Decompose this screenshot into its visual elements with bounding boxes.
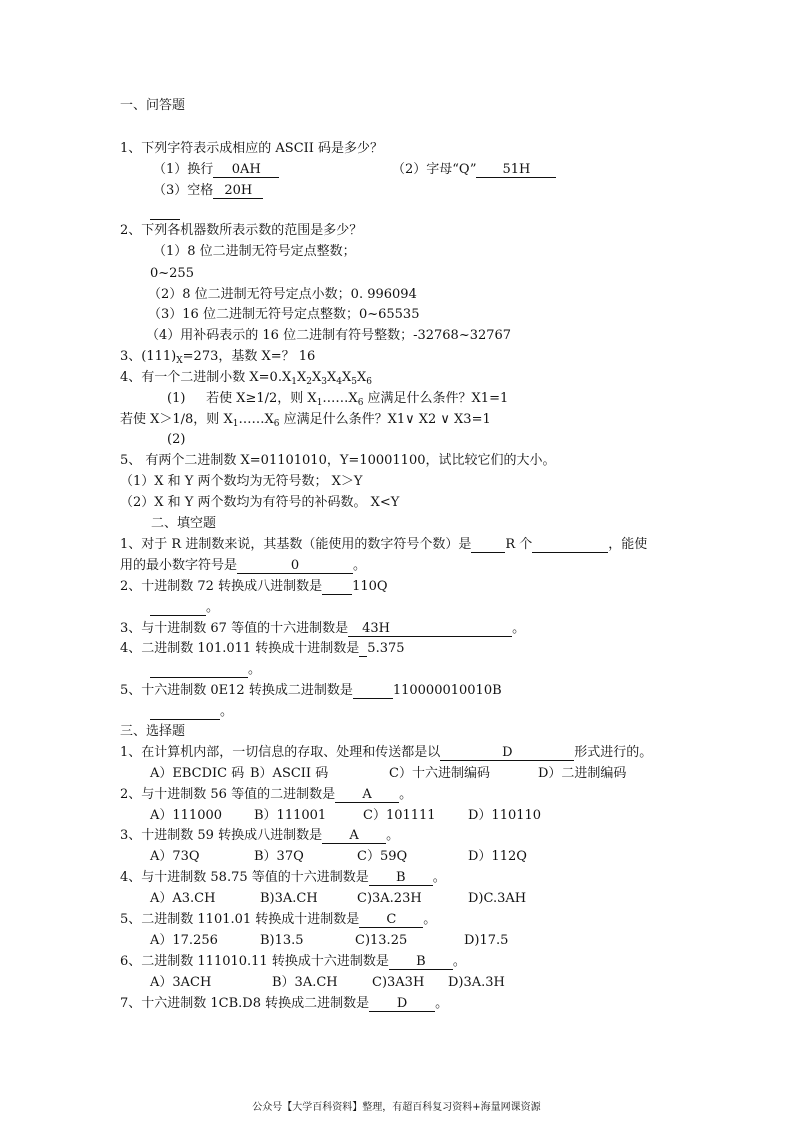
q3-6-option-c: C)3A3H (372, 975, 425, 990)
q1-4-prefix: 4、有一个二进制小数 X=0.X (120, 370, 292, 385)
q1-1-blank-line (150, 204, 180, 220)
q2-1-r-count: R 个 (505, 537, 533, 552)
q3-5-text (120, 912, 436, 928)
q1-2-item-d: （4）用补码表示的 16 位二进制有符号整数；-32768~32767 (146, 328, 512, 343)
q2-5-end: 。 (220, 704, 234, 719)
q2-1-line-1 (120, 537, 647, 553)
q3-1-end: 形式进行的。 (574, 745, 653, 760)
q1-4-sub-1: 1 (291, 377, 297, 387)
q2-4-question: 4、二进制数 101.011 转换成十进制数是 (120, 641, 360, 656)
q3-4-text (120, 870, 446, 886)
q3-7-answer: D (369, 996, 435, 1012)
q3-4-option-a: A）A3.CH (150, 891, 216, 906)
q3-3-text (120, 828, 399, 844)
q3-7-question: 7、十六进制数 1CB.D8 转换成二进制数是 (120, 996, 370, 1011)
q3-2-answer: A (335, 787, 399, 803)
q1-4-x: X (326, 370, 337, 385)
q2-4-text (120, 641, 405, 657)
q2-1-answer: 0 (237, 558, 353, 574)
q2-3-question: 3、与十进制数 67 等值的十六进制数是 (120, 621, 349, 636)
q3-1-option-c: C）十六进制编码 (389, 766, 490, 781)
q1-1-b-answer: 51H (476, 162, 556, 178)
q3-1-option-d: D）二进制编码 (538, 766, 627, 781)
q1-2-answer-a: 0~255 (150, 266, 194, 281)
q1-1-item-a (153, 162, 279, 178)
page-footer: 公众号【大学百科资料】整理，有超百科复习资料+海量网课资源 (252, 1102, 541, 1113)
q1-4-x: X (296, 370, 307, 385)
q3-3-option-d: D）112Q (468, 849, 527, 864)
q2-2-blank-line (150, 600, 219, 616)
q1-4-sub-4: 4 (336, 377, 342, 387)
q3-5-option-c: C)13.25 (355, 933, 408, 948)
q3-6-option-b: B）3A.CH (272, 975, 338, 990)
q3-4-options (150, 891, 710, 907)
q1-3-prefix: 3、(111) (120, 349, 177, 364)
q3-1-options (150, 766, 710, 782)
q3-5-question: 5、二进制数 1101.01 转换成十进制数是 (120, 912, 360, 927)
q1-4-sub-6: 6 (366, 377, 372, 387)
q1-3-text (120, 349, 315, 369)
q2-1-blank-1 (471, 537, 505, 553)
q1-4-p1-sub-6: 6 (357, 398, 364, 408)
q3-3-question: 3、十进制数 59 转换成八进制数是 (120, 828, 323, 843)
q3-2-option-c: C）101111 (363, 808, 436, 823)
q2-5-answer: 110000010010B (392, 683, 502, 698)
q3-6-options (150, 975, 710, 991)
q2-3-answer: 43H (348, 621, 512, 637)
q3-5-option-b: B)13.5 (260, 933, 304, 948)
q2-4-end: 。 (248, 662, 262, 677)
q3-3-end: 。 (386, 828, 400, 843)
q1-4-x: X (356, 370, 367, 385)
q3-4-option-d: D)C.3AH (468, 891, 527, 906)
q2-1-text: 1、对于 R 进制数来说，其基数（能使用的数字符号个数）是 (120, 537, 472, 552)
q1-4-p2-sub-1: 1 (232, 419, 239, 429)
q3-6-answer: B (389, 954, 453, 970)
q1-4-sub-5: 5 (351, 377, 357, 387)
q3-5-options (150, 933, 710, 949)
q3-1-answer: D (440, 745, 574, 761)
q1-4-part-2 (120, 412, 491, 432)
q1-4-p2-sub-6: 6 (273, 419, 280, 429)
q3-6-question: 6、二进制数 111010.11 转换成十六进制数是 (120, 954, 389, 969)
q1-1-item-b (392, 162, 556, 178)
q3-5-answer: C (359, 912, 423, 928)
q3-4-end: 。 (432, 870, 446, 885)
q1-4-p1-dots: ……X (322, 391, 358, 406)
q3-5-option-d: D)17.5 (464, 933, 509, 948)
q1-4-text (120, 370, 372, 390)
q1-2-text: 2、下列各机器数所表示数的范围是多少？ (120, 223, 363, 238)
q1-5-text: 5、 有两个二进制数 X=01101010，Y=10001100，试比较它们的大小。 (120, 453, 556, 468)
q1-3-rest: =273，基数 X=？ 16 (182, 349, 316, 364)
q1-1-a-label: （1）换行 (153, 162, 214, 177)
q3-2-option-b: B）111001 (254, 808, 327, 823)
q3-1-text (120, 745, 652, 761)
q3-4-option-b: B)3A.CH (260, 891, 318, 906)
q3-6-end: 。 (452, 954, 466, 969)
q3-3-options (150, 849, 710, 865)
q2-2-text (120, 579, 388, 595)
section-2-heading: 二、填空题 (151, 516, 217, 531)
q1-1-c-answer: 20H (213, 183, 263, 199)
q3-2-text (120, 787, 412, 803)
q3-1-option-b: B）ASCII 码 (250, 766, 329, 781)
q1-1-text: 1、下列字符表示成相应的 ASCII 码是多少？ (120, 141, 384, 156)
q3-2-end: 。 (399, 787, 413, 802)
q3-3-option-c: C）59Q (357, 849, 408, 864)
q3-6-option-a: A）3ACH (150, 975, 212, 990)
q3-7-end: 。 (435, 996, 449, 1011)
q1-5-item-a: （1）X 和 Y 两个数均为无符号数； X＞Y (120, 474, 363, 489)
section-1-heading: 一、问答题 (120, 98, 186, 113)
q2-2-end: 。 (206, 600, 220, 615)
q3-6-option-d: D)3A.3H (448, 975, 505, 990)
q2-1-tail: ，能使 (608, 537, 648, 552)
q2-5-text (120, 683, 502, 699)
q2-1-blank-2 (532, 537, 608, 553)
q1-4-p2-text: 若使 X＞1/8，则 X (120, 412, 233, 427)
q2-1-line-2 (120, 558, 366, 574)
q2-3-end: 。 (512, 621, 526, 636)
q3-5-option-a: A）17.256 (150, 933, 218, 948)
q1-1-c-label: （3）空格 (153, 183, 214, 198)
q1-4-part-2-number: (2) (167, 432, 186, 447)
q1-4-x: X (311, 370, 322, 385)
section-3-heading: 三、选择题 (120, 724, 186, 739)
q1-4-p1-sub-1: 1 (316, 398, 323, 408)
q3-6-text (120, 954, 466, 970)
q2-2-answer: 110Q (352, 579, 388, 594)
q2-3-text (120, 621, 525, 637)
q3-4-answer: B (369, 870, 433, 886)
q2-4-answer: 5.375 (367, 641, 405, 656)
q1-4-sub-3: 3 (321, 377, 327, 387)
q1-4-x: X (341, 370, 352, 385)
q1-3-subscript: X (176, 356, 183, 366)
q3-2-option-a: A）111000 (150, 808, 223, 823)
q3-3-option-b: B）37Q (254, 849, 304, 864)
q3-1-question: 1、在计算机内部，一切信息的存取、处理和传送都是以 (120, 745, 441, 760)
q2-5-blank-line (150, 704, 233, 720)
q1-4-part-1 (167, 391, 508, 411)
q1-1-item-c (153, 183, 263, 199)
q1-4-sub-2: 2 (306, 377, 312, 387)
q3-3-option-a: A）73Q (150, 849, 200, 864)
q2-4-blank-line (150, 662, 261, 678)
q1-4-p1-text: 若使 X≥1/2，则 X (206, 391, 317, 406)
q3-2-option-d: D）110110 (468, 808, 542, 823)
q3-5-end: 。 (423, 912, 437, 927)
q1-4-p1-number: (1) (167, 391, 186, 406)
q3-1-option-a: A）EBCDIC 码 (150, 766, 245, 781)
q2-2-question: 2、十进制数 72 转换成八进制数是 (120, 579, 323, 594)
q1-5-item-b: （2）X 和 Y 两个数均为有符号的补码数。 X<Y (120, 495, 400, 510)
q1-1-a-answer: 0AH (213, 162, 279, 178)
q3-4-question: 4、与十进制数 58.75 等值的十六进制数是 (120, 870, 369, 885)
q2-5-question: 5、十六进制数 0E12 转换成二进制数是 (120, 683, 353, 698)
q1-2-item-c: （3）16 位二进制无符号定点整数；0~65535 (148, 307, 420, 322)
q3-7-text (120, 996, 448, 1012)
q3-3-answer: A (322, 828, 386, 844)
q3-2-options (150, 808, 710, 824)
q1-4-p2-dots: ……X (238, 412, 274, 427)
q2-1-text-2: 用的最小数字符号是 (120, 558, 238, 573)
q3-2-question: 2、与十进制数 56 等值的二进制数是 (120, 787, 336, 802)
q1-2-item-a: （1）8 位二进制无符号定点整数； (153, 244, 356, 259)
q1-4-p1-condition: 应满足什么条件？X1=1 (363, 391, 509, 406)
q3-4-option-c: C)3A.23H (357, 891, 422, 906)
q1-4-p2-condition: 应满足什么条件？X1∨ X2 ∨ X3=1 (279, 412, 491, 427)
q1-1-b-label: （2）字母“Q” (392, 162, 477, 177)
q1-2-item-b: （2）8 位二进制无符号定点小数；0. 996094 (148, 287, 417, 302)
q2-1-end: 。 (353, 558, 367, 573)
